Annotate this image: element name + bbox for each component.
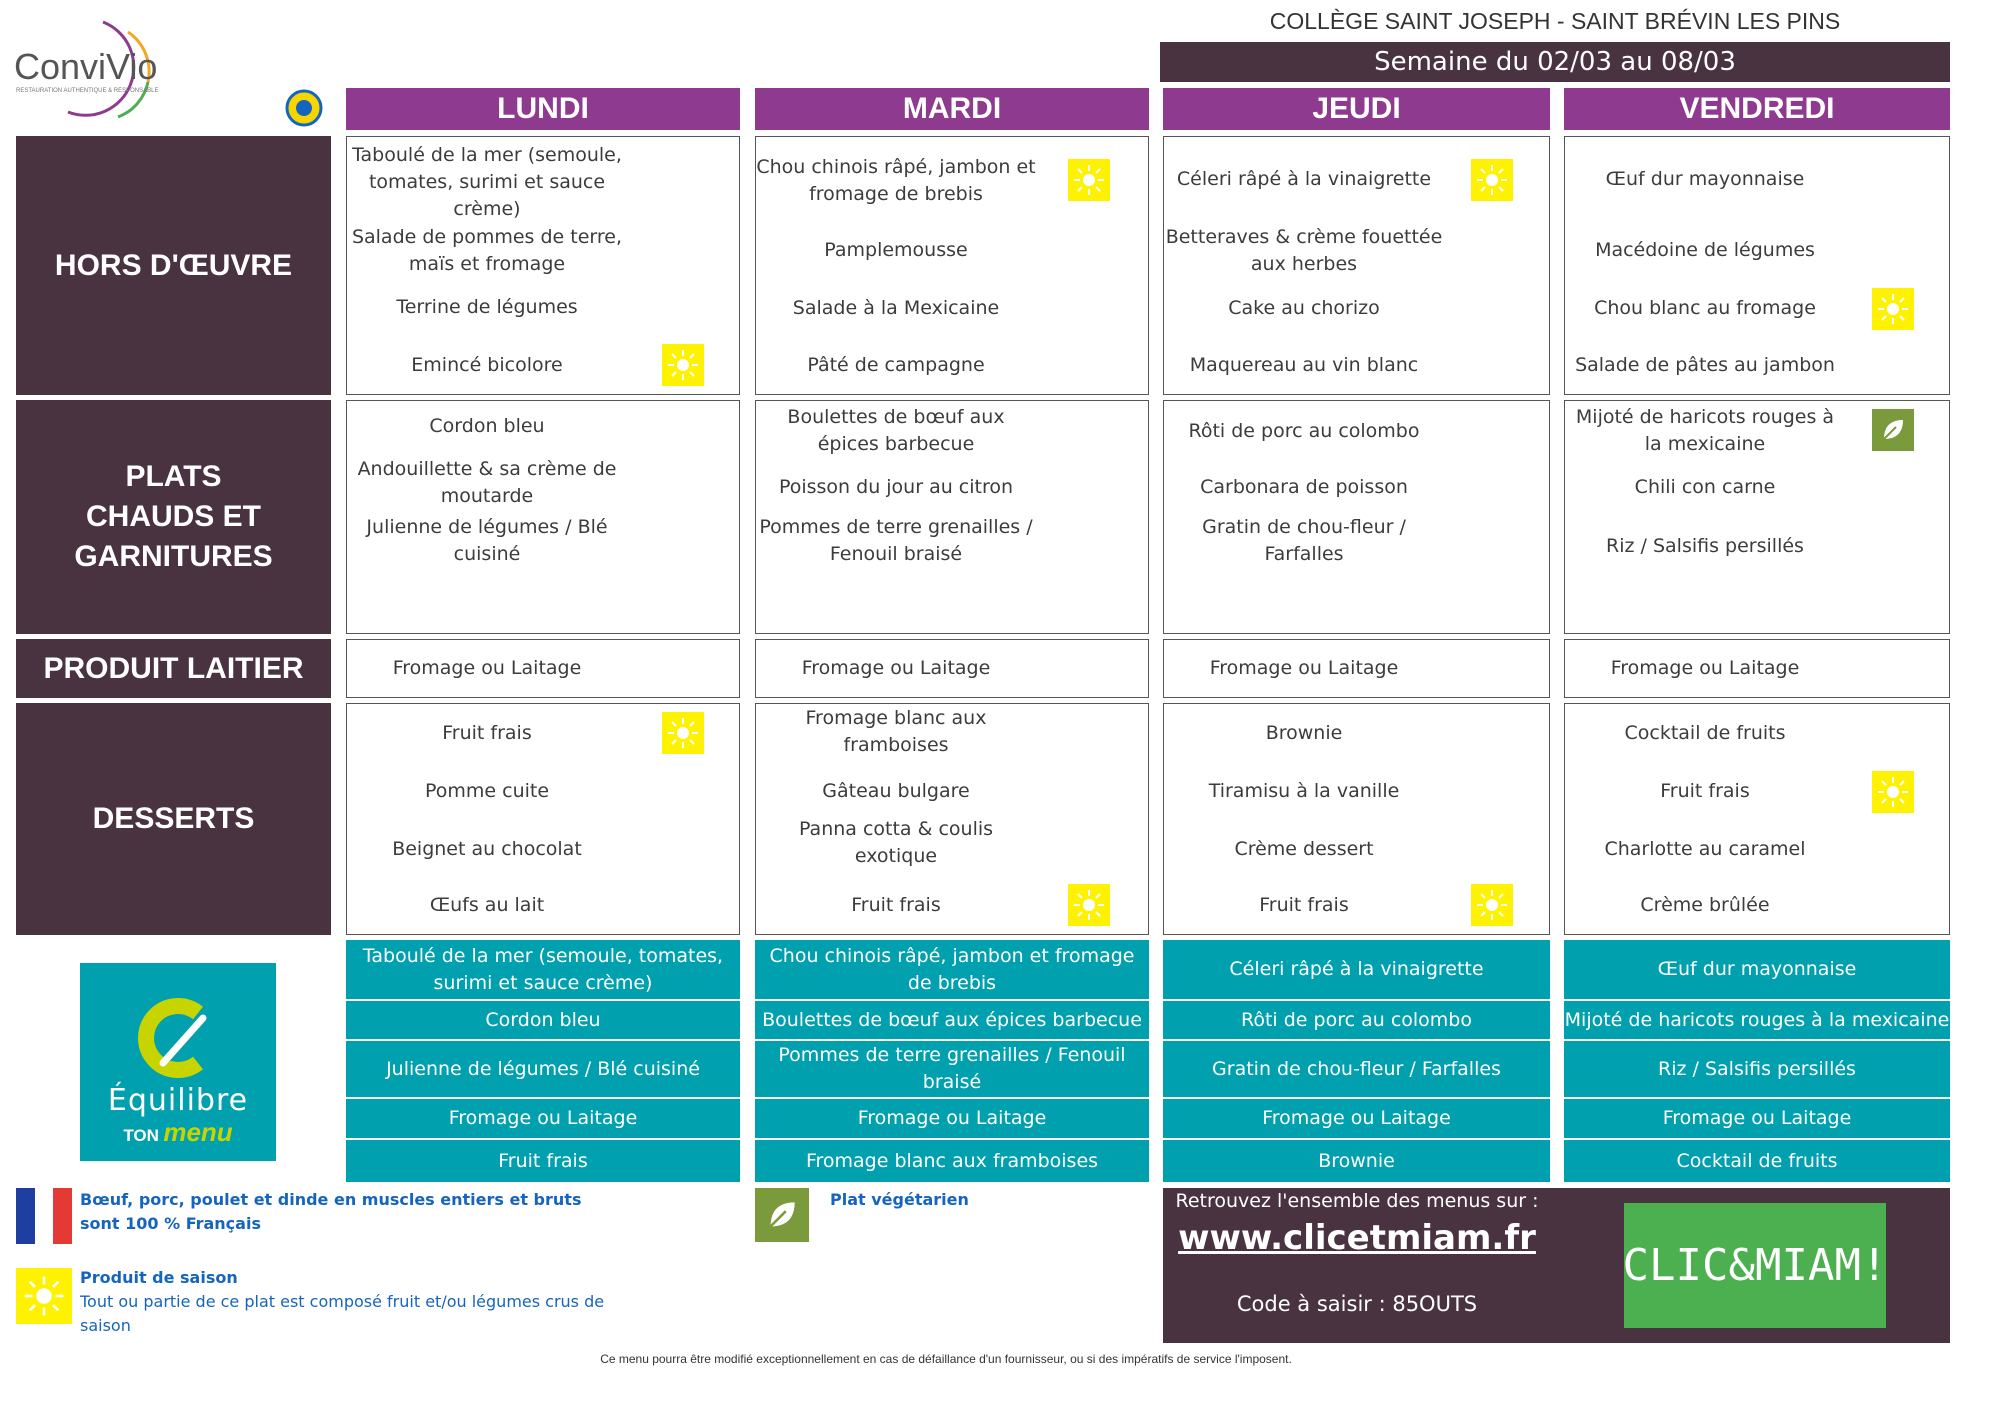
legend-season-sun-icon bbox=[16, 1268, 72, 1324]
equilibre-menu: menu bbox=[163, 1117, 233, 1147]
season-sun-icon bbox=[1068, 159, 1110, 201]
dish-mardi-hors-3: Salade à la Mexicaine bbox=[792, 296, 1000, 319]
brand-tagline: RESTAURATION AUTHENTIQUE & RESPONSABLE bbox=[16, 88, 159, 94]
cell-vendredi-desserts bbox=[1564, 703, 1950, 935]
cell-jeudi-laitier bbox=[1163, 639, 1550, 698]
equilibre-vendredi-1: Œuf dur mayonnaise bbox=[1657, 958, 1857, 980]
promo-line: Retrouvez l'ensemble des menus sur : bbox=[1175, 1190, 1539, 1212]
dish-mardi-plats-2: Poisson du jour au citron bbox=[778, 475, 1014, 498]
promo-box bbox=[1163, 1188, 1950, 1343]
dish-lundi-plats-2: Andouillette & sa crème de moutarde bbox=[357, 458, 617, 507]
dish-vendredi-hors-4: Salade de pâtes au jambon bbox=[1575, 353, 1835, 376]
equilibre-vendredi-3: Riz / Salsifis persillés bbox=[1658, 1057, 1856, 1080]
equilibre-mardi-2: Boulettes de bœuf aux épices barbecue bbox=[762, 1008, 1142, 1031]
dish-jeudi-plats-2: Carbonara de poisson bbox=[1200, 475, 1408, 498]
season-sun-icon bbox=[1872, 288, 1914, 330]
dish-jeudi-laitier: Fromage ou Laitage bbox=[1209, 656, 1399, 679]
dish-vendredi-plats-2: Chili con carne bbox=[1634, 475, 1776, 498]
dish-lundi-laitier: Fromage ou Laitage bbox=[392, 656, 582, 679]
dish-lundi-plats-3: Julienne de légumes / Blé cuisiné bbox=[366, 516, 608, 565]
row-header-produit-laitier: PRODUIT LAITIER bbox=[16, 639, 331, 698]
dish-lundi-desserts-1: Fruit frais bbox=[442, 721, 532, 744]
clicmiam-logo-text: CLIC&MIAM! bbox=[1622, 1240, 1888, 1291]
equilibre-mardi-5: Fromage blanc aux framboises bbox=[805, 1149, 1099, 1172]
dish-vendredi-hors-2: Macédoine de légumes bbox=[1595, 238, 1815, 261]
dish-vendredi-laitier: Fromage ou Laitage bbox=[1610, 656, 1800, 679]
season-sun-icon bbox=[1872, 771, 1914, 813]
footer-disclaimer: Ce menu pourra être modifié exceptionnellement en cas de défaillance d'un fournisseur, ou si des impératifs de service l'imposent. bbox=[600, 1352, 1292, 1366]
season-sun-icon bbox=[1068, 884, 1110, 926]
cell-jeudi-desserts bbox=[1163, 703, 1550, 935]
dish-lundi-desserts-4: Œufs au lait bbox=[429, 893, 545, 916]
dish-vendredi-hors-1: Œuf dur mayonnaise bbox=[1605, 167, 1805, 190]
dish-mardi-hors-1: Chou chinois râpé, jambon et fromage de brebis bbox=[756, 156, 1036, 205]
cell-lundi-desserts bbox=[346, 703, 740, 935]
cell-mardi-laitier bbox=[755, 639, 1149, 698]
dish-mardi-plats-3: Pommes de terre grenailles / Fenouil braisé bbox=[759, 516, 1033, 565]
equilibre-jeudi-3: Gratin de chou-fleur / Farfalles bbox=[1212, 1057, 1501, 1080]
equilibre-mardi-4: Fromage ou Laitage bbox=[857, 1107, 1047, 1129]
dish-vendredi-desserts-2: Fruit frais bbox=[1660, 779, 1750, 802]
equilibre-lundi-1: Taboulé de la mer (semoule, tomates, surimi et sauce crème) bbox=[362, 944, 724, 994]
school-badge bbox=[282, 88, 326, 128]
equilibre-jeudi-1: Céleri râpé à la vinaigrette bbox=[1229, 958, 1484, 980]
dish-mardi-desserts-3: Panna cotta & coulis exotique bbox=[798, 818, 994, 867]
dish-jeudi-desserts-4: Fruit frais bbox=[1259, 893, 1349, 916]
dish-mardi-desserts-1: Fromage blanc aux framboises bbox=[805, 707, 987, 756]
dish-jeudi-hors-2: Betteraves & crème fouettée aux herbes bbox=[1165, 226, 1443, 275]
row-header-plats-chauds: PLATS CHAUDS ET GARNITURES bbox=[16, 400, 331, 634]
row-header-hors-doeuvre: HORS D'ŒUVRE bbox=[16, 136, 331, 395]
season-sun-icon bbox=[1471, 159, 1513, 201]
dish-mardi-hors-4: Pâté de campagne bbox=[807, 353, 985, 376]
dish-lundi-hors-1: Taboulé de la mer (semoule, tomates, surimi et sauce crème) bbox=[352, 143, 622, 220]
equilibre-jeudi bbox=[1163, 940, 1550, 1182]
day-header-jeudi: JEUDI bbox=[1163, 88, 1550, 130]
dish-mardi-plats-1: Boulettes de bœuf aux épices barbecue bbox=[787, 406, 1005, 455]
dish-lundi-desserts-3: Beignet au chocolat bbox=[392, 837, 582, 860]
equilibre-vendredi-4: Fromage ou Laitage bbox=[1662, 1107, 1852, 1129]
dish-vendredi-plats-1: Mijoté de haricots rouges à la mexicaine bbox=[1575, 406, 1835, 455]
cell-vendredi-laitier bbox=[1564, 639, 1950, 698]
dish-mardi-desserts-4: Fruit frais bbox=[851, 893, 941, 916]
equilibre-jeudi-4: Fromage ou Laitage bbox=[1262, 1107, 1451, 1129]
equilibre-title: Équilibre bbox=[107, 1083, 249, 1118]
cell-mardi-hors bbox=[755, 136, 1149, 395]
season-sun-icon bbox=[662, 712, 704, 754]
equilibre-lundi-4: Fromage ou Laitage bbox=[448, 1107, 638, 1129]
equilibre-fork-icon bbox=[128, 993, 228, 1083]
equilibre-lundi bbox=[346, 940, 740, 1182]
cell-mardi-plats bbox=[755, 400, 1149, 634]
dish-jeudi-plats-3: Gratin de chou-fleur / Farfalles bbox=[1202, 516, 1406, 565]
equilibre-vendredi-2: Mijoté de haricots rouges à la mexicaine bbox=[1564, 1008, 1950, 1031]
equilibre-jeudi-2: Rôti de porc au colombo bbox=[1241, 1008, 1472, 1031]
cell-vendredi-plats bbox=[1564, 400, 1950, 634]
equilibre-mardi-3: Pommes de terre grenailles / Fenouil braisé bbox=[778, 1044, 1126, 1093]
vegetarian-leaf-icon bbox=[1872, 409, 1914, 451]
dish-mardi-desserts-2: Gâteau bulgare bbox=[822, 779, 970, 802]
equilibre-vendredi bbox=[1564, 940, 1950, 1182]
dish-lundi-hors-4: Emincé bicolore bbox=[411, 353, 563, 376]
equilibre-mardi-1: Chou chinois râpé, jambon et fromage de brebis bbox=[769, 944, 1135, 994]
dish-vendredi-desserts-4: Crème brûlée bbox=[1640, 893, 1770, 916]
legend-season-title: Produit de saison bbox=[80, 1268, 238, 1287]
dish-jeudi-desserts-2: Tiramisu à la vanille bbox=[1208, 779, 1400, 802]
day-header-mardi: MARDI bbox=[755, 88, 1149, 130]
dish-mardi-laitier: Fromage ou Laitage bbox=[801, 656, 991, 679]
dish-jeudi-hors-1: Céleri râpé à la vinaigrette bbox=[1176, 167, 1432, 190]
dish-vendredi-desserts-3: Charlotte au caramel bbox=[1604, 837, 1806, 860]
dish-lundi-hors-2: Salade de pommes de terre, maïs et fromage bbox=[351, 226, 623, 275]
equilibre-subtitle bbox=[80, 1117, 276, 1148]
cell-mardi-desserts bbox=[755, 703, 1149, 935]
cell-jeudi-plats bbox=[1163, 400, 1550, 634]
dish-lundi-plats-1: Cordon bleu bbox=[429, 414, 545, 437]
equilibre-vendredi-5: Cocktail de fruits bbox=[1676, 1149, 1838, 1172]
row-header-desserts: DESSERTS bbox=[16, 703, 331, 935]
equilibre-jeudi-5: Brownie bbox=[1318, 1149, 1395, 1172]
french-flag-icon bbox=[16, 1188, 72, 1244]
dish-jeudi-plats-1: Rôti de porc au colombo bbox=[1188, 419, 1420, 442]
dish-mardi-hors-2: Pamplemousse bbox=[824, 238, 968, 261]
promo-url-link[interactable]: www.clicetmiam.fr bbox=[1178, 1218, 1536, 1258]
dish-vendredi-desserts-1: Cocktail de fruits bbox=[1624, 721, 1786, 744]
school-badge-icon bbox=[282, 88, 326, 128]
convivio-logo bbox=[8, 12, 198, 122]
dish-jeudi-desserts-3: Crème dessert bbox=[1234, 837, 1374, 860]
brand-name: ConviVio bbox=[14, 46, 158, 87]
week-label: Semaine du 02/03 au 08/03 bbox=[1374, 47, 1736, 77]
dish-vendredi-plats-3: Riz / Salsifis persillés bbox=[1606, 534, 1804, 557]
equilibre-logo bbox=[80, 963, 276, 1161]
cell-jeudi-hors bbox=[1163, 136, 1550, 395]
dish-lundi-hors-3: Terrine de légumes bbox=[396, 295, 578, 318]
dish-jeudi-hors-3: Cake au chorizo bbox=[1228, 296, 1380, 319]
season-sun-icon bbox=[1471, 884, 1513, 926]
dish-vendredi-hors-3: Chou blanc au fromage bbox=[1594, 296, 1816, 319]
promo-code: Code à saisir : 85OUTS bbox=[1236, 1292, 1478, 1316]
cell-lundi-laitier bbox=[346, 639, 740, 698]
equilibre-lundi-3: Julienne de légumes / Blé cuisiné bbox=[386, 1057, 700, 1080]
clicmiam-logo bbox=[1624, 1203, 1886, 1328]
school-title: COLLÈGE SAINT JOSEPH - SAINT BRÉVIN LES PINS bbox=[1269, 8, 1841, 34]
legend-vegetarian-leaf-icon bbox=[755, 1188, 809, 1242]
cell-lundi-hors bbox=[346, 136, 740, 395]
equilibre-ton: TON bbox=[123, 1126, 159, 1145]
dish-lundi-desserts-2: Pomme cuite bbox=[424, 779, 550, 802]
equilibre-lundi-2: Cordon bleu bbox=[485, 1008, 601, 1031]
legend-meat-origin: Bœuf, porc, poulet et dinde en muscles entiers et bruts sont 100 % Français bbox=[80, 1190, 582, 1233]
equilibre-lundi-5: Fruit frais bbox=[498, 1149, 588, 1172]
dish-jeudi-hors-4: Maquereau au vin blanc bbox=[1189, 353, 1419, 376]
dish-jeudi-desserts-1: Brownie bbox=[1265, 721, 1343, 744]
equilibre-mardi bbox=[755, 940, 1149, 1182]
legend-vegetarian: Plat végétarien bbox=[830, 1190, 969, 1209]
week-banner bbox=[1160, 42, 1950, 82]
cell-lundi-plats bbox=[346, 400, 740, 634]
day-header-lundi: LUNDI bbox=[346, 88, 740, 130]
season-sun-icon bbox=[662, 344, 704, 386]
day-header-vendredi: VENDREDI bbox=[1564, 88, 1950, 130]
legend-season-text: Tout ou partie de ce plat est composé fruit et/ou légumes crus de saison bbox=[80, 1292, 605, 1335]
cell-vendredi-hors bbox=[1564, 136, 1950, 395]
